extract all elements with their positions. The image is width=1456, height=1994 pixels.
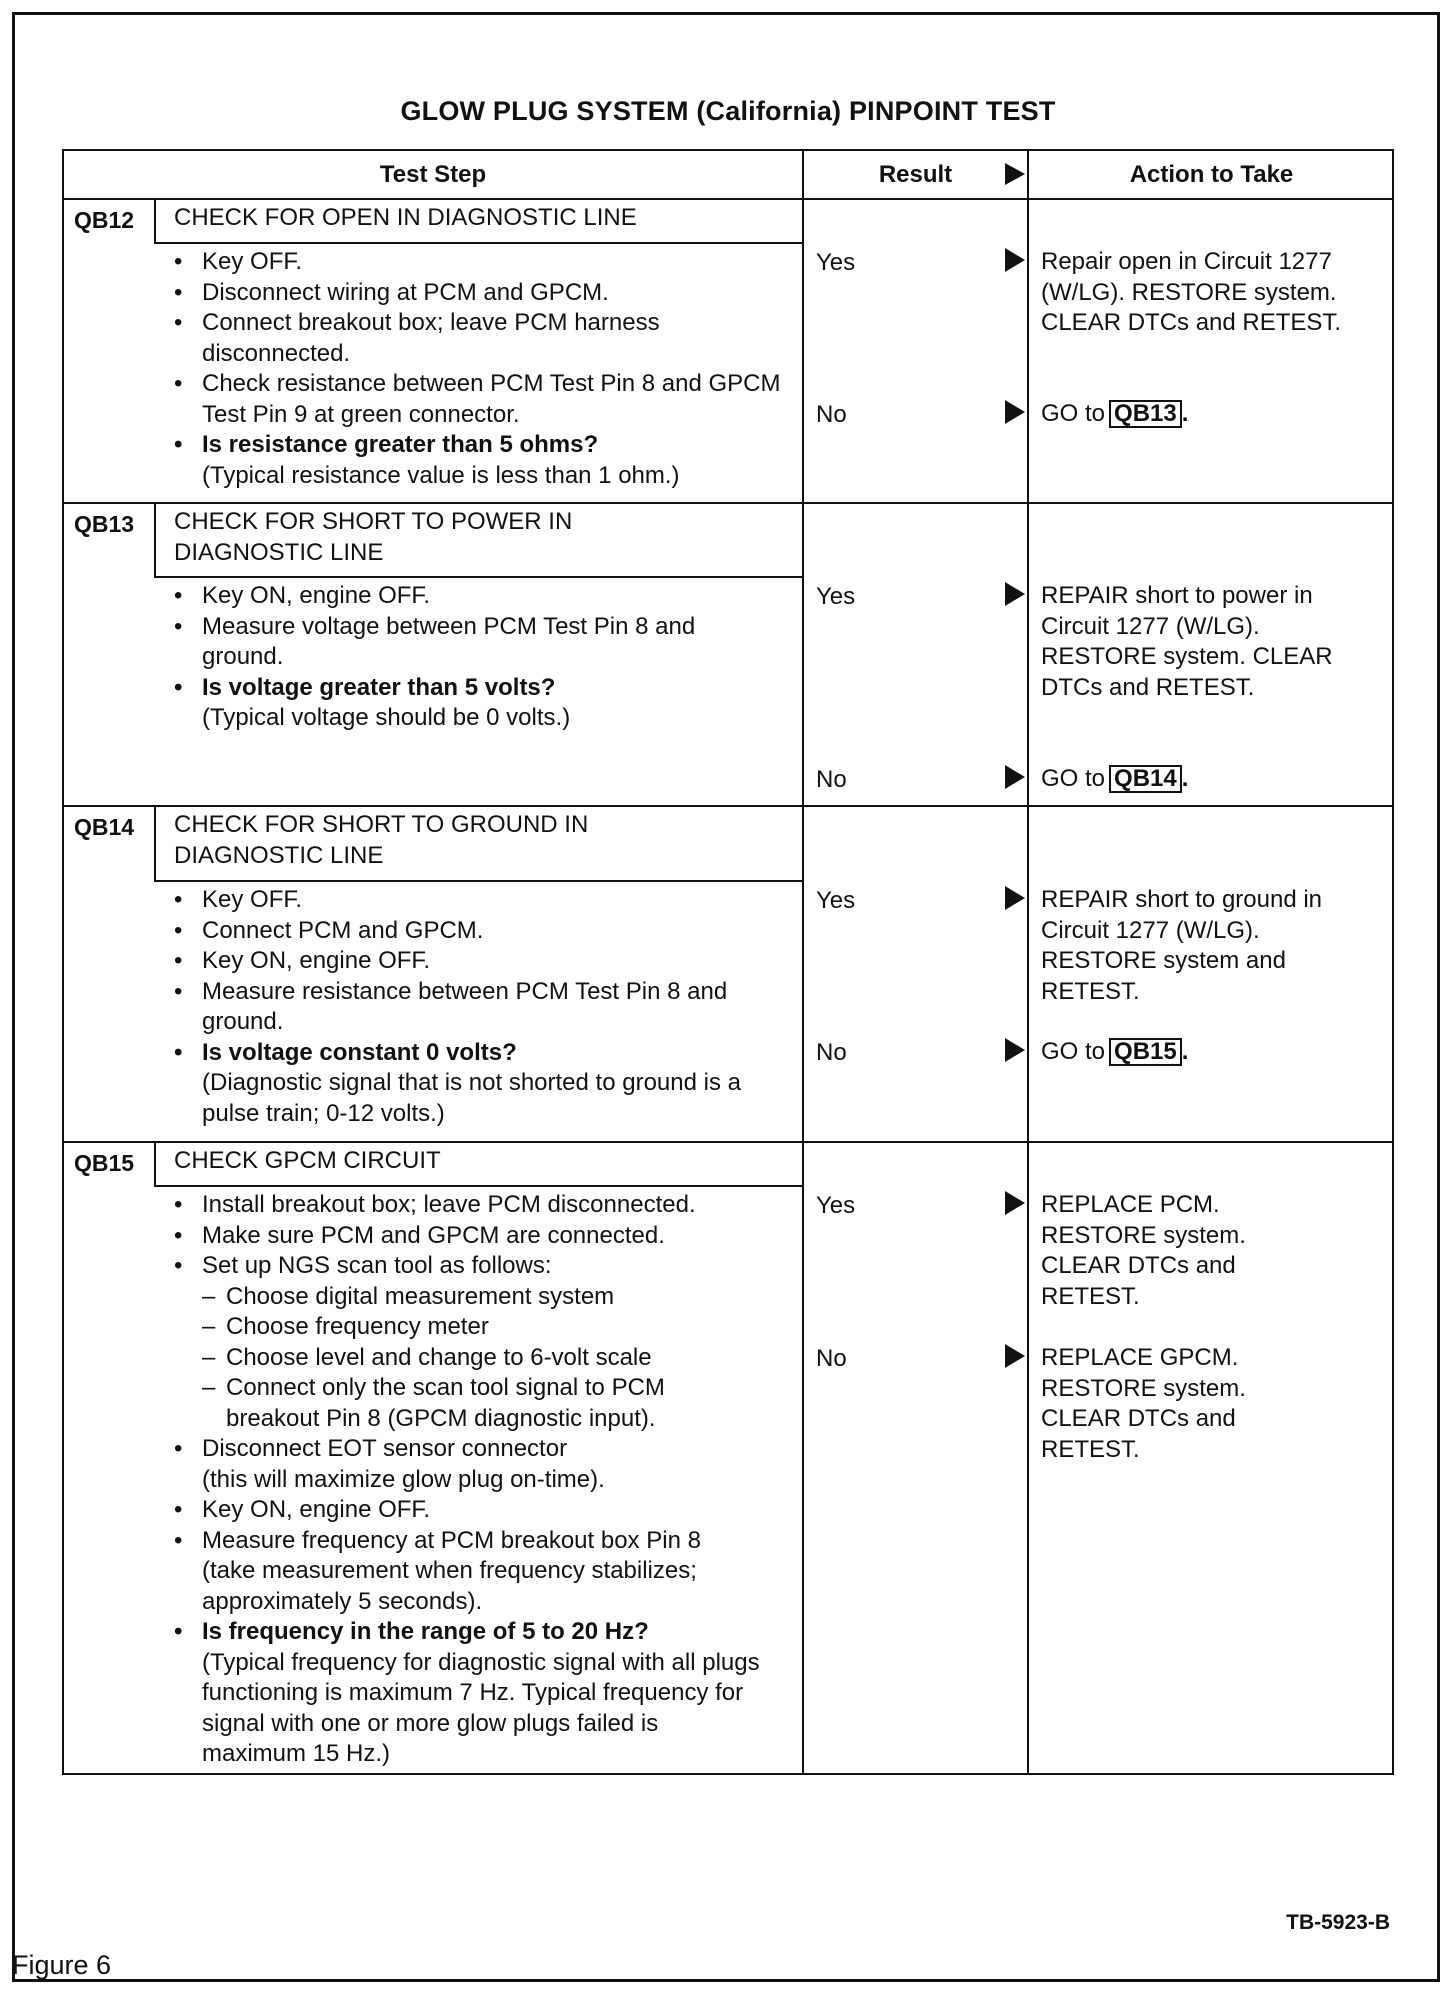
result-no-qb12: No [816,401,847,428]
step-code-qb15: QB15 [74,1150,135,1176]
arrow-right-icon [1004,1037,1026,1063]
action-no-qb13 [1041,764,1188,795]
heading-divider [154,880,802,882]
code-divider [154,805,156,880]
arrow-right-icon [1004,1190,1026,1216]
result-no-qb13: No [816,766,847,793]
sub-step: – Choose frequency meter [202,1312,772,1343]
question-text: Is resistance greater than 5 ohms? [202,431,599,458]
step-body-qb13 [166,581,726,734]
question-text: Is voltage greater than 5 volts? [202,673,556,701]
step-body-qb15 [166,1190,772,1770]
step-question [166,1038,766,1130]
goto-prefix: GO to [1041,1038,1106,1065]
result-yes-qb13: Yes [816,583,856,610]
goto-qb13-link[interactable]: QB13 [1109,400,1182,428]
step-heading-qb14: CHECK FOR SHORT TO GROUND IN DIAGNOSTIC LINE [174,811,589,869]
step-code-qb14: QB14 [74,814,135,840]
result-yes-qb14: Yes [816,887,856,914]
result-yes-qb15: Yes [816,1192,856,1219]
arrow-right-icon [1004,1343,1026,1369]
question-note: (Typical frequency for diagnostic signal with all plugs functioning is maximum 7 Hz. Typical frequency for signal with one or more glow plugs failed is maximum 15 Hz.) [202,1648,760,1767]
pinpoint-test-table [62,149,1394,1775]
step-bullet: • Check resistance between PCM Test Pin 8 and GPCM Test Pin 9 at green connector. [166,369,796,430]
goto-suffix: . [1181,1038,1189,1065]
action-yes-qb14: REPAIR short to ground in Circuit 1277 (W/LG). RESTORE system and RETEST. [1041,886,1323,1005]
column-divider [802,151,804,1773]
step-code-qb13: QB13 [74,511,135,537]
goto-qb15-link[interactable]: QB15 [1109,1038,1182,1066]
goto-prefix: GO to [1041,765,1106,792]
step-bullet: • Install breakout box; leave PCM disconnected. [166,1190,772,1221]
step-bullet-note: (this will maximize glow plug on-time). [202,1465,605,1493]
figure-label: Figure 6 [12,1950,112,1980]
arrow-right-icon [1004,764,1026,790]
arrow-right-icon [1004,581,1026,607]
action-no-qb14 [1041,1037,1188,1068]
header-arrow-icon [1004,162,1026,186]
sub-step: – Choose digital measurement system [202,1282,772,1313]
step-bullet [166,1434,772,1495]
step-question [166,430,796,491]
heading-divider [154,1185,802,1187]
step-bullet: • Key ON, engine OFF. [166,581,726,612]
step-body-qb14 [166,885,766,1129]
result-no-qb14: No [816,1039,847,1066]
header-result: Result [878,160,953,188]
result-yes-qb12: Yes [816,249,856,276]
action-yes-qb15: REPLACE PCM. RESTORE system. CLEAR DTCs and RETEST. [1041,1191,1246,1310]
step-bullet: • Measure voltage between PCM Test Pin 8 and ground. [166,612,726,673]
step-bullet [166,1251,772,1434]
row-divider [64,502,1394,504]
row-divider [64,198,1394,200]
heading-divider [154,242,802,244]
arrow-right-icon [1004,247,1026,273]
step-bullet: • Connect PCM and GPCM. [166,916,766,947]
action-yes-qb12: Repair open in Circuit 1277 (W/LG). RESTORE system. CLEAR DTCs and RETEST. [1041,248,1342,336]
header-test-step: Test Step [379,160,487,188]
column-divider [1027,151,1029,1773]
step-bullet-text: Disconnect EOT sensor connector [202,1435,568,1462]
document-code: TB-5923-B [1286,1911,1390,1934]
step-bullet: • Key OFF. [166,885,766,916]
step-code-qb12: QB12 [74,207,135,233]
step-heading-qb12: CHECK FOR OPEN IN DIAGNOSTIC LINE [174,204,637,231]
step-bullet: • Connect breakout box; leave PCM harness disconnected. [166,308,796,369]
step-bullet: • Key ON, engine OFF. [166,946,766,977]
sub-step: – Choose level and change to 6-volt scale [202,1343,772,1374]
code-divider [154,198,156,242]
step-question [166,1617,772,1770]
step-bullet: • Make sure PCM and GPCM are connected. [166,1221,772,1252]
result-no-qb15: No [816,1345,847,1372]
heading-divider [154,576,802,578]
sub-step-continued: breakout Pin 8 (GPCM diagnostic input). [226,1404,656,1432]
question-note: (Typical voltage should be 0 volts.) [202,704,571,731]
code-divider [154,1141,156,1185]
question-note: (Typical resistance value is less than 1 ohm.) [202,461,680,489]
action-no-qb15: REPLACE GPCM. RESTORE system. CLEAR DTCs and RETEST. [1041,1344,1246,1463]
goto-suffix: . [1181,400,1189,427]
arrow-right-icon [1004,885,1026,911]
goto-qb14-link[interactable]: QB14 [1109,765,1182,793]
question-text: Is frequency in the range of 5 to 20 Hz? [202,1618,649,1645]
step-bullet: • Key OFF. [166,247,796,278]
row-divider [64,805,1394,807]
question-text: Is voltage constant 0 volts? [202,1038,517,1066]
step-bullet: • Measure resistance between PCM Test Pin 8 and ground. [166,977,762,1038]
code-divider [154,502,156,576]
step-bullet: • Disconnect wiring at PCM and GPCM. [166,278,796,309]
step-bullet: • Key ON, engine OFF. [166,1495,772,1526]
question-note: (Diagnostic signal that is not shorted to ground is a pulse train; 0-12 volts.) [202,1069,741,1127]
action-no-qb12 [1041,399,1188,430]
action-yes-qb13: REPAIR short to power in Circuit 1277 (W/LG). RESTORE system. CLEAR DTCs and RETEST. [1041,582,1333,701]
step-question [166,673,726,734]
step-bullet-text: Set up NGS scan tool as follows: [202,1252,552,1279]
header-action: Action to Take [1129,160,1294,188]
goto-suffix: . [1181,765,1189,792]
page-title: GLOW PLUG SYSTEM (California) PINPOINT TEST [400,96,1056,126]
goto-prefix: GO to [1041,400,1106,427]
row-divider [64,1141,1394,1143]
step-heading-qb15: CHECK GPCM CIRCUIT [174,1147,441,1174]
step-heading-qb13: CHECK FOR SHORT TO POWER IN DIAGNOSTIC LINE [174,508,573,566]
step-bullet: • Measure frequency at PCM breakout box Pin 8 (take measurement when frequency stabilizes; approximately 5 seconds). [166,1526,732,1618]
arrow-right-icon [1004,399,1026,425]
sub-step: – Connect only the scan tool signal to PCM [202,1373,772,1404]
step-body-qb12 [166,247,796,491]
